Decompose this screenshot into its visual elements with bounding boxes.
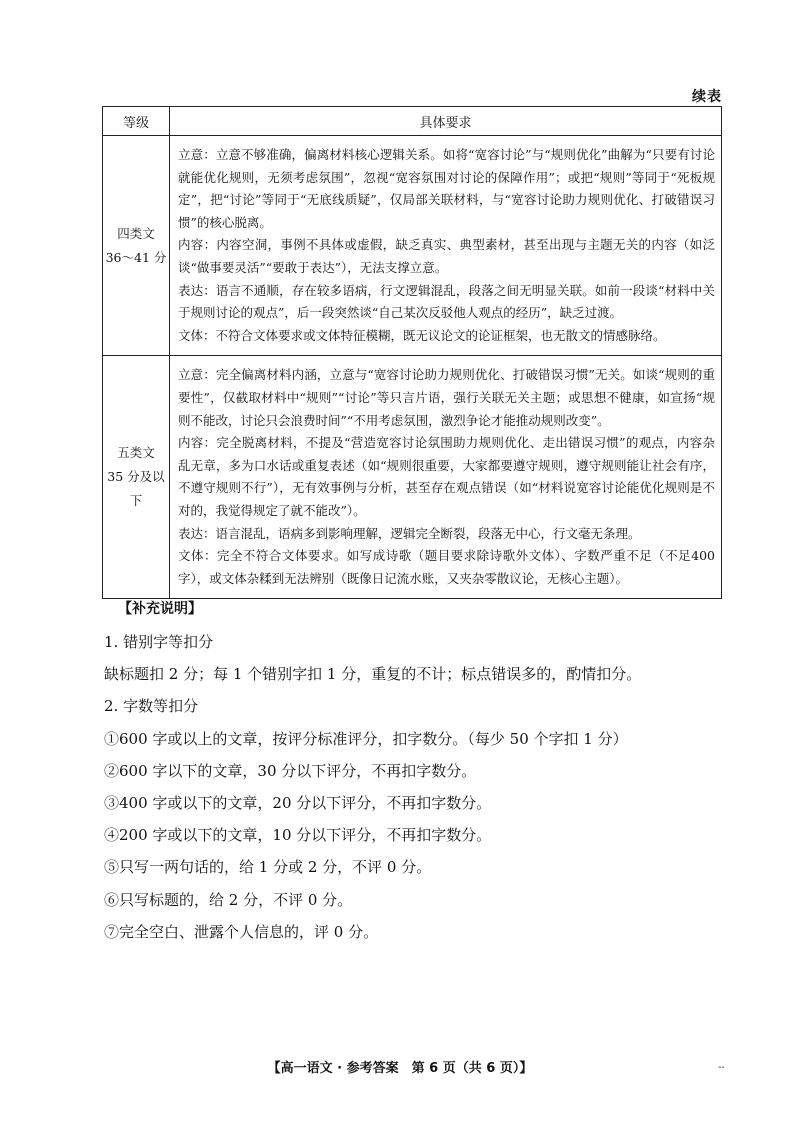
req-expression: 表达：语言混乱，语病多到影响理解，逻辑完全断裂，段落无中心，行文毫无条理。 <box>178 525 641 541</box>
supplementary-notes <box>104 598 704 948</box>
supplement-rule: ⑤只写一两句话的，给 1 分或 2 分，不评 0 分。 <box>104 858 432 877</box>
table-row-grade-5 <box>103 356 722 599</box>
grading-table <box>102 106 722 599</box>
req-style: 文体：完全不符合文体要求。如写成诗歌（题目要求除诗歌外文体）、字数严重不足（不足400 字），或文体杂糅到无法辨别（既像日记流水账，又夹杂零散议论，无核心主题）。 <box>178 548 715 586</box>
grade-name: 四类文 <box>117 225 155 241</box>
requirements-cell <box>170 356 722 599</box>
header-requirements: 具体要求 <box>170 107 722 136</box>
table-row-grade-4 <box>103 136 722 356</box>
requirements-cell <box>170 136 722 356</box>
req-content: 内容：完全脱离材料，不提及“营造宽容讨论氛围助力规则优化、走出错误习惯”的观点，内容杂乱无章，多为口水话或重复表述（如“规则很重要，大家都要遵守规则，遵守规则能让社会有序，不遵守规则不行”），无有效事例与分析，甚至存在观点错误（如“材料说宽容讨论能优化规则是不对的，我觉得规定了就不能改”）。 <box>178 435 715 518</box>
supplement-heading-wordcount: 2. 字数等扣分 <box>104 697 199 716</box>
page-footer: 【高一语文 · 参考答案 第 6 页（共 6 页）】 <box>267 1061 533 1076</box>
req-style: 文体：不符合文体要求或文体特征模糊，既无议论文的论证框架，也无散文的情感脉络。 <box>178 327 666 343</box>
supplement-heading-typos: 1. 错别字等扣分 <box>104 633 214 651</box>
supplement-rule: ④200 字或以下的文章，10 分以下评分，不再扣字数分。 <box>104 826 492 845</box>
grade-cell <box>103 136 170 356</box>
supplement-rule: ⑥只写标题的，给 2 分，不评 0 分。 <box>104 890 353 909</box>
req-content: 内容：内容空洞，事例不具体或虚假，缺乏真实、典型素材，甚至出现与主题无关的内容（如泛谈“做事要灵活”“要敢于表达”），无法支撑立意。 <box>178 237 715 275</box>
req-theme: 立意：完全偏离材料内涵，立意与“宽容讨论助力规则优化、打破错误习惯”无关。如谈“规则的重要性”，仅截取材料中“规则”“讨论”等只言片语，强行关联无关主题；或思想不健康，如宣扬“规则不能改，讨论只会浪费时间”“不用考虑氛围，激烈争论才能推动规则改变”。 <box>178 367 715 428</box>
table-header-row <box>103 107 722 136</box>
supplement-rule: ②600 字以下的文章，30 分以下评分，不再扣字数分。 <box>104 761 477 780</box>
supplement-rule: ⑦完全空白、泄露个人信息的，评 0 分。 <box>104 922 379 941</box>
grade-score-range: 35 分及以下 <box>107 469 165 509</box>
req-theme: 立意：立意不够准确，偏离材料核心逻辑关系。如将“宽容讨论”与“规则优化”曲解为“只要有讨论就能优化规则，无须考虑氛围”，忽视“宽容氛围对讨论的保障作用”；或把“规则”等同于“死板规定”，把“讨论”等同于“无底线质疑”，仅局部关联材料，与“宽容讨论助力规则优化、打破错误习惯”的核心脱离。 <box>178 147 715 230</box>
supplement-title: 【补充说明】 <box>118 601 202 617</box>
grade-score-range: 36～41 分 <box>105 249 167 265</box>
supplement-rule: ①600 字或以上的文章，按评分标准评分，扣字数分。（每少 50 个字扣 1 分） <box>104 729 628 748</box>
grade-name: 五类文 <box>117 445 155 461</box>
header-grade: 等级 <box>103 107 170 136</box>
req-expression: 表达：语言不通顺，存在较多语病，行文逻辑混乱，段落之间无明显关联。如前一段谈“材料中关于规则讨论的观点”，后一段突然谈“自己某次反驳他人观点的经历”，缺乏过渡。 <box>178 282 715 321</box>
continued-label: 续表 <box>692 89 722 105</box>
supplement-rule: ③400 字或以下的文章，20 分以下评分，不再扣字数分。 <box>104 794 492 813</box>
supplement-text-typos: 缺标题扣 2 分；每 1 个错别字扣 1 分，重复的不计；标点错误多的，酌情扣分。 <box>104 665 642 684</box>
corner-mark: -- <box>718 1062 725 1073</box>
grade-cell <box>103 356 170 599</box>
